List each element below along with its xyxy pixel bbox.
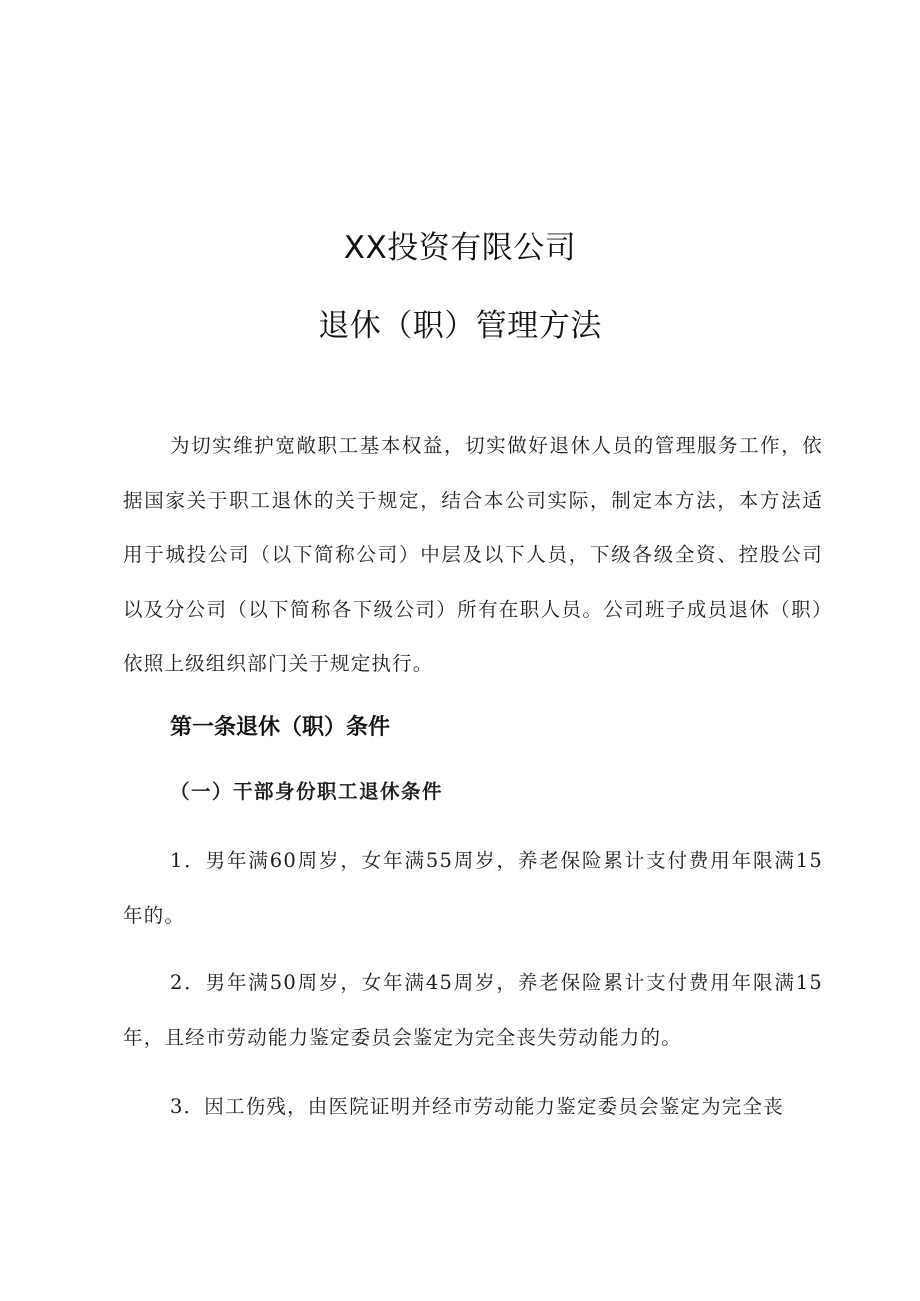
document-title-subject: 退休（职）管理方法 [318, 308, 602, 344]
list-item: 2．男年满50周岁，女年满45周岁，养老保险累计支付费用年限满15年，且经市劳动能力鉴定委员会鉴定为完全丧失劳动能力的。 [123, 971, 823, 1049]
section-heading: 第一条退休（职）条件 [170, 715, 391, 740]
subsection-heading: （一）干部身份职工退休条件 [170, 780, 444, 803]
list-item: 1．男年满60周岁，女年满55周岁，养老保险累计支付费用年限满15年的。 [123, 849, 823, 927]
list-item: 3．因工伤残，由医院证明并经市劳动能力鉴定委员会鉴定为完全丧 [170, 1095, 784, 1118]
document-title-company: XX投资有限公司 [343, 230, 577, 266]
intro-paragraph: 为切实维护宽敞职工基本权益，切实做好退休人员的管理服务工作，依据国家关于职工退休的关于规定，结合本公司实际，制定本方法，本方法适用于城投公司（以下简称公司）中层及以下人员，下级各级全资、控股公司以及分公司（以下简称各下级公司）所有在职人员。公司班子成员退休（职）依照上级组织部门关于规定执行。 [123, 434, 823, 675]
